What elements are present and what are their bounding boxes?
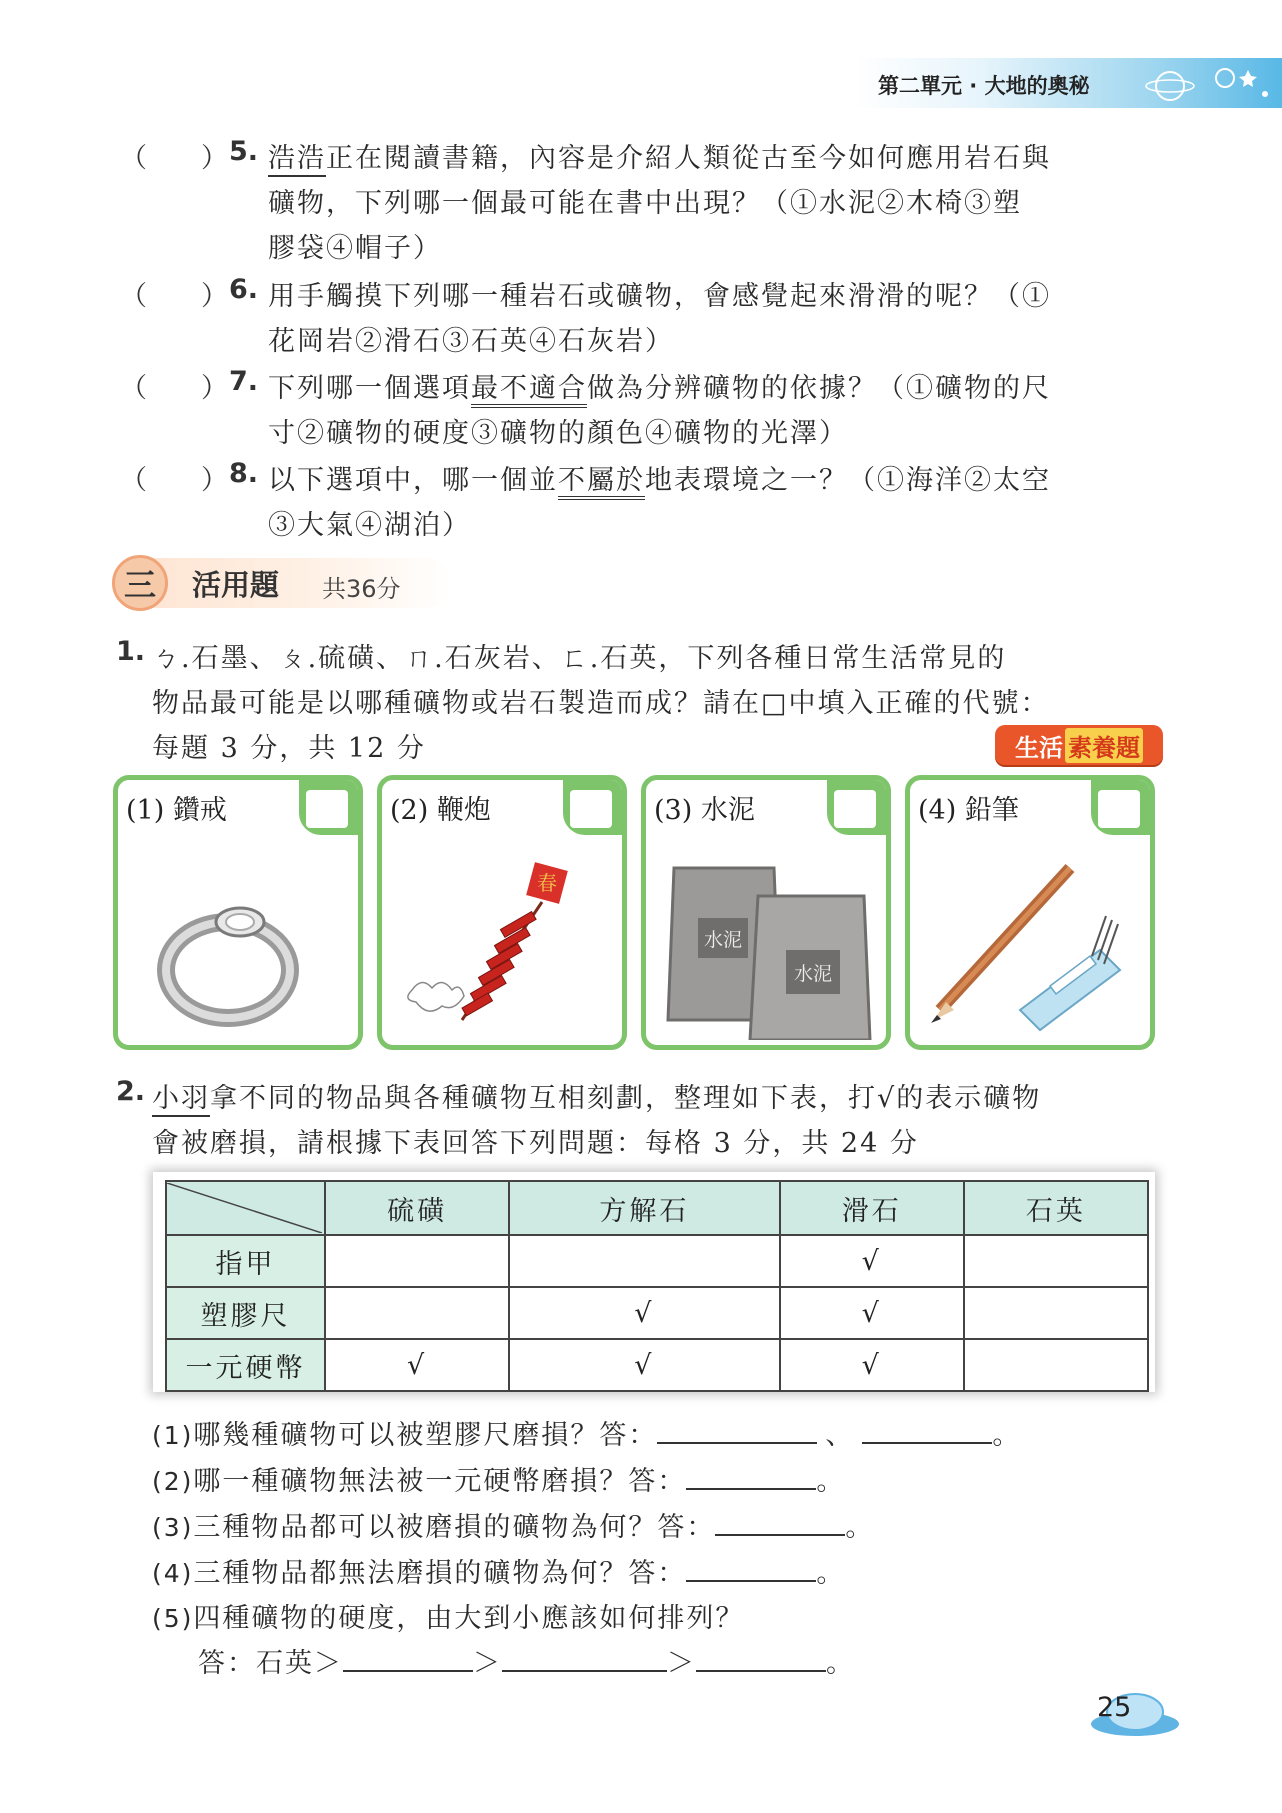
question-text-line: [152, 1121, 919, 1160]
table-row: [166, 1339, 1148, 1391]
sub-question: [152, 1550, 845, 1590]
unit-title: 第二單元 · 大地的奧秘: [878, 74, 1090, 98]
answer-parentheses[interactable]: （ ）: [120, 143, 228, 174]
gt-sign: ＞: [473, 1648, 502, 1679]
card-label: (2) 鞭炮: [390, 795, 491, 826]
ring-icon: [118, 860, 358, 1040]
question-number: 7.: [229, 366, 259, 397]
page-number: 25: [1097, 1692, 1132, 1723]
question-number: 8.: [229, 458, 259, 489]
answer-prefix: 答：石英＞: [198, 1648, 343, 1679]
question-text-line: [268, 136, 1051, 175]
sub-question-text: 三種物品都可以被磨損的礦物為何？答：: [193, 1512, 716, 1543]
answer-box[interactable]: [306, 790, 348, 828]
section-number-badge: 三: [112, 555, 168, 611]
item-card-firecracker: [377, 775, 627, 1050]
question-text-line: [268, 411, 848, 450]
table-cell: [325, 1235, 509, 1287]
text-segment: 拿不同的物品與各種礦物互相刻劃，整理如下表，打√的表示礦物: [210, 1083, 1042, 1114]
table-row: [166, 1235, 1148, 1287]
cement-bag-label: 水泥: [793, 963, 833, 985]
table-cell: √: [780, 1339, 964, 1391]
section-title: 活用題: [192, 568, 280, 602]
answer-blank[interactable]: [696, 1640, 826, 1672]
card-label: (4) 鉛筆: [918, 795, 1019, 826]
question-text-line: [268, 181, 1022, 220]
answer-blank[interactable]: [686, 1458, 816, 1490]
answer-parentheses[interactable]: （ ）: [120, 465, 228, 496]
row-header: 塑膠尺: [166, 1287, 325, 1339]
text-segment: 以下選項中，哪一個並: [268, 465, 558, 496]
table-cell: √: [780, 1235, 964, 1287]
column-header: 石英: [964, 1181, 1148, 1235]
text-segment: 礦物，下列哪一個最可能在書中出現？（①水泥②木椅③塑: [268, 188, 1022, 219]
question-text-line: [268, 319, 674, 358]
underlined-text: 最不適合: [471, 373, 587, 408]
sub-question-number: (3): [152, 1513, 194, 1542]
period: 。: [816, 1466, 846, 1497]
separator: 、: [825, 1420, 855, 1451]
text-segment: ③大氣④湖泊）: [268, 510, 471, 541]
table-cell: [964, 1235, 1148, 1287]
period: 。: [826, 1648, 855, 1679]
period: 。: [845, 1512, 875, 1543]
question-number: 6.: [229, 274, 259, 305]
table-row: [166, 1287, 1148, 1339]
table-cell: [325, 1287, 509, 1339]
question-text-line: [268, 274, 1051, 313]
question-text-line: [268, 366, 1051, 405]
mineral-scratch-table: [165, 1180, 1149, 1392]
firecracker-label: 春: [537, 871, 557, 895]
card-label: (3) 水泥: [654, 795, 755, 826]
period: 。: [992, 1420, 1022, 1451]
text-segment: 正在閱讀書籍，內容是介紹人類從古至今如何應用岩石與: [326, 143, 1051, 174]
text-segment: 用手觸摸下列哪一種岩石或礦物，會感覺起來滑滑的呢？（①: [268, 281, 1051, 312]
text-segment: 做為分辨礦物的依據？（①礦物的尺: [587, 373, 1051, 404]
question-text-line: [268, 503, 471, 542]
card-label: (1) 鑽戒: [126, 795, 227, 826]
text-segment: 下列哪一個選項: [268, 373, 471, 404]
text-segment: 會被磨損，請根據下表回答下列問題：每格 3 分，共 24 分: [152, 1128, 919, 1159]
question-number: 5.: [229, 136, 259, 167]
column-header: 滑石: [780, 1181, 964, 1235]
pencil-and-lead-icon: [910, 860, 1150, 1040]
text-segment: 寸②礦物的硬度③礦物的顏色④礦物的光澤）: [268, 418, 848, 449]
table-cell: [964, 1287, 1148, 1339]
question-number: 1.: [116, 636, 146, 667]
table-cell: [964, 1339, 1148, 1391]
question-text-line: [268, 226, 442, 265]
table-cell: √: [325, 1339, 509, 1391]
sub-question-text: 三種物品都無法磨損的礦物為何？答：: [193, 1558, 687, 1589]
sub-question-text: 四種礦物的硬度，由大到小應該如何排列？: [193, 1603, 745, 1634]
sub-question: [152, 1596, 744, 1635]
answer-box[interactable]: [1098, 790, 1140, 828]
question-text-line: [152, 1076, 1041, 1115]
text-segment: 膠袋④帽子）: [268, 233, 442, 264]
answer-blank[interactable]: [657, 1412, 817, 1444]
answer-parentheses[interactable]: （ ）: [120, 281, 228, 312]
question-text-line: [268, 458, 1051, 497]
column-header: 方解石: [509, 1181, 779, 1235]
period: 。: [816, 1558, 846, 1589]
question-number: 2.: [116, 1076, 146, 1107]
answer-box[interactable]: [570, 790, 612, 828]
life-literacy-badge: [995, 725, 1163, 765]
underlined-text: 浩浩: [268, 143, 326, 177]
gt-sign: ＞: [667, 1648, 696, 1679]
underlined-text: 小羽: [152, 1083, 210, 1117]
cement-bags-icon: [646, 860, 886, 1040]
text-segment: 花岡岩②滑石③石英④石灰岩）: [268, 326, 674, 357]
answer-blank[interactable]: [686, 1550, 816, 1582]
final-answer-line: [198, 1640, 855, 1680]
badge-text-literacy: 素養題: [1065, 728, 1143, 763]
question-text-line: 物品最可能是以哪種礦物或岩石製造而成？請在□中填入正確的代號：: [152, 688, 1050, 719]
item-card-ring: [113, 775, 363, 1050]
sub-question-number: (1): [152, 1421, 194, 1450]
row-header: 一元硬幣: [166, 1339, 325, 1391]
table-cell: √: [780, 1287, 964, 1339]
badge-text-life: 生活: [1015, 733, 1063, 762]
item-card-pencil: [905, 775, 1155, 1050]
question-text-line: ㄅ.石墨、ㄆ.硫磺、ㄇ.石灰岩、ㄈ.石英，下列各種日常生活常見的: [152, 643, 1007, 674]
sub-question-number: (5): [152, 1604, 194, 1633]
planet-decoration-icon: [1130, 60, 1280, 108]
sub-question: [152, 1458, 845, 1498]
sub-question-text: 哪一種礦物無法被一元硬幣磨損？答：: [193, 1466, 687, 1497]
column-header: 硫磺: [325, 1181, 509, 1235]
answer-parentheses[interactable]: （ ）: [120, 373, 228, 404]
underlined-text: 不屬於: [558, 465, 645, 500]
sub-question-number: (2): [152, 1467, 194, 1496]
table-cell: √: [509, 1339, 779, 1391]
answer-blank[interactable]: [715, 1504, 845, 1536]
diagonal-line: [167, 1183, 322, 1233]
section-score: 共36分: [322, 575, 401, 603]
sub-question: [152, 1412, 1021, 1452]
answer-blank[interactable]: [862, 1412, 992, 1444]
table-corner-cell: [166, 1181, 325, 1235]
row-header: 指甲: [166, 1235, 325, 1287]
table-header-row: [166, 1181, 1148, 1235]
cement-bag-label: 水泥: [703, 929, 743, 951]
answer-blank[interactable]: [343, 1640, 473, 1672]
firecracker-icon: [382, 860, 622, 1040]
answer-blank[interactable]: [502, 1640, 667, 1672]
question-text-line: 每題 3 分，共 12 分: [152, 733, 426, 764]
sub-question: [152, 1504, 874, 1544]
sub-question-text: 哪幾種礦物可以被塑膠尺磨損？答：: [193, 1420, 658, 1451]
answer-box[interactable]: [834, 790, 876, 828]
item-card-cement: [641, 775, 891, 1050]
table-cell: [509, 1235, 779, 1287]
text-segment: 地表環境之一？（①海洋②太空: [645, 465, 1051, 496]
table-cell: √: [509, 1287, 779, 1339]
sub-question-number: (4): [152, 1559, 194, 1588]
